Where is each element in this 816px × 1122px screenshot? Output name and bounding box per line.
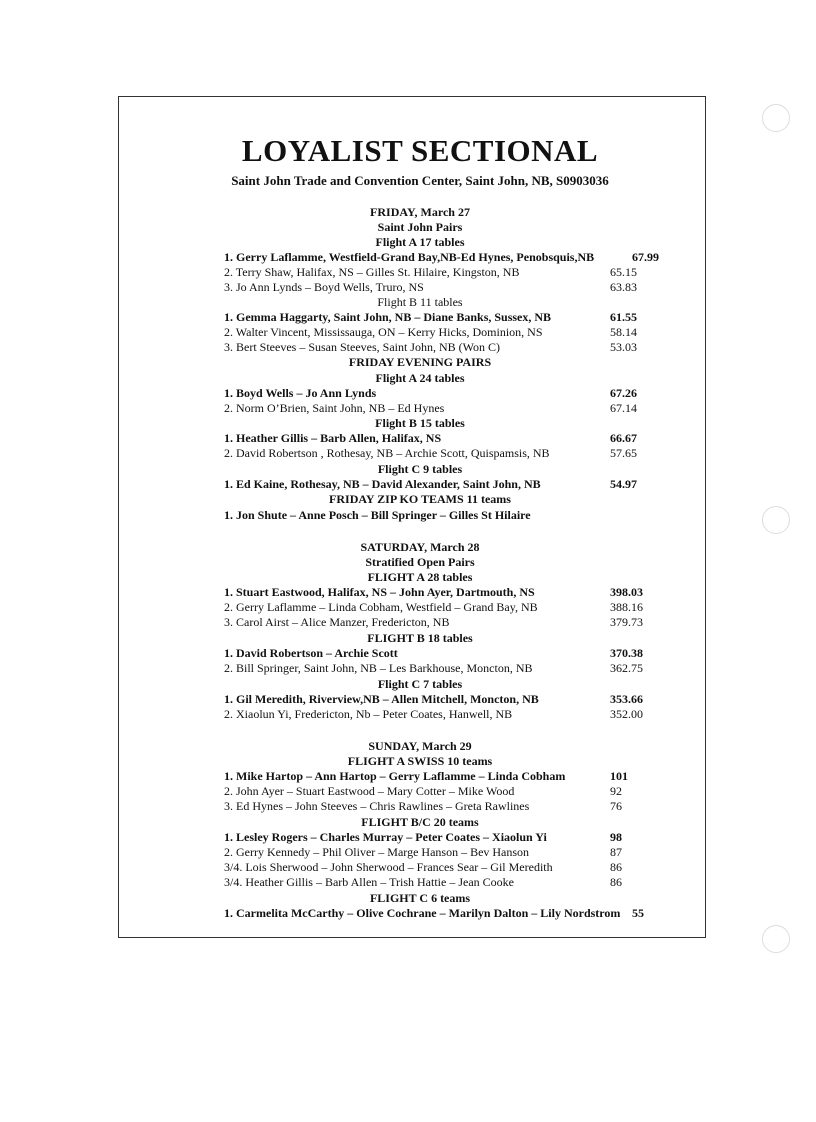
sunday-day-heading: SUNDAY, March 29	[368, 739, 472, 753]
punch-hole-middle	[762, 506, 790, 534]
sunday-flight-c-heading: FLIGHT C 6 teams	[369, 891, 471, 905]
friday-day-heading: FRIDAY, March 27	[370, 205, 470, 219]
punch-hole-top	[762, 104, 790, 132]
evening-flight-c-heading: Flight C 9 tables	[377, 462, 463, 476]
friday-flight-b-heading: Flight B 11 tables	[377, 295, 463, 309]
venue-subtitle: Saint John Trade and Convention Center, Saint John, NB, S0903036	[231, 173, 609, 188]
saturday-flight-b-heading: FLIGHT B 18 tables	[367, 631, 473, 645]
evening-event-heading: FRIDAY EVENING PAIRS	[348, 355, 492, 369]
friday-event-heading: Saint John Pairs	[377, 220, 463, 234]
saturday-flight-a-heading: FLIGHT A 28 tables	[367, 570, 473, 584]
saturday-flight-c-heading: Flight C 7 tables	[377, 677, 463, 691]
zip-ko-heading: FRIDAY ZIP KO TEAMS 11 teams	[329, 492, 511, 506]
friday-flight-a-heading: Flight A 17 tables	[375, 235, 465, 249]
page-title: LOYALIST SECTIONAL	[241, 133, 599, 168]
sunday-flight-a-heading: FLIGHT A SWISS 10 teams	[347, 754, 493, 768]
punch-hole-bottom	[762, 925, 790, 953]
saturday-event-heading: Stratified Open Pairs	[365, 555, 475, 569]
saturday-day-heading: SATURDAY, March 28	[360, 540, 480, 554]
sunday-flight-bc-heading: FLIGHT B/C 20 teams	[361, 815, 479, 829]
evening-flight-a-heading: Flight A 24 tables	[375, 371, 465, 385]
evening-flight-b-heading: Flight B 15 tables	[375, 416, 465, 430]
